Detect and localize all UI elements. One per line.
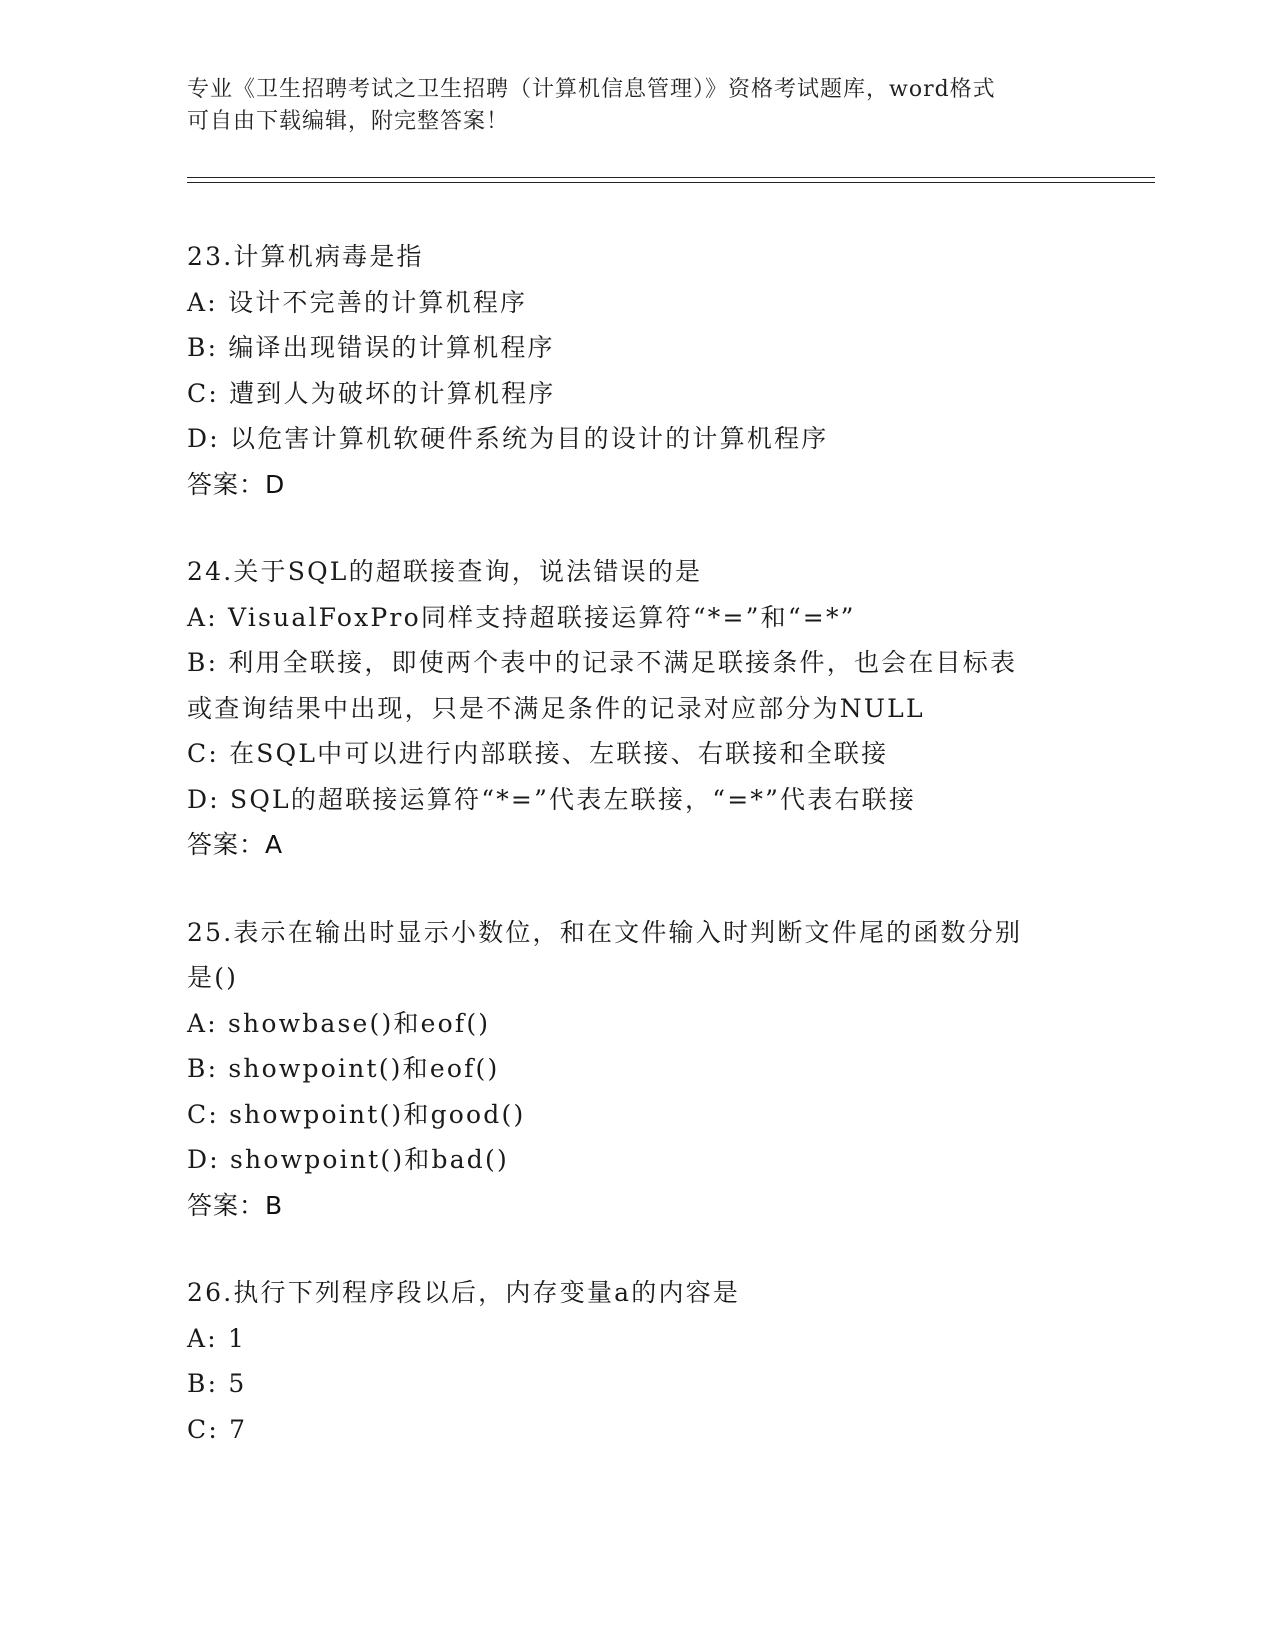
question-23 [187, 234, 1087, 507]
option-c: C: 在SQL中可以进行内部联接、左联接、右联接和全联接 [187, 739, 889, 768]
header-divider-bottom [187, 182, 1155, 183]
option-a: A: showbase()和eof() [187, 1008, 491, 1038]
option-b: B: 利用全联接，即使两个表中的记录不满足联接条件，也会在目标表 [187, 648, 1018, 677]
header-line-2: 可自由下载编辑，附完整答案！ [187, 109, 510, 134]
option-b-continued: 或查询结果中出现，只是不满足条件的记录对应部分为NULL [187, 693, 925, 723]
option-c: C: 遭到人为破坏的计算机程序 [187, 378, 556, 408]
question-list [187, 234, 1087, 1494]
option-d: D: showpoint()和bad() [187, 1145, 509, 1174]
option-a: A: VisualFoxPro同样支持超联接运算符“*=”和“=*” [187, 602, 856, 632]
question-24 [187, 549, 1087, 868]
question-25 [187, 910, 1087, 1229]
option-b: B: 5 [187, 1369, 247, 1398]
option-a: A: 1 [187, 1323, 247, 1353]
option-c: C: showpoint()和good() [187, 1099, 526, 1129]
header-divider-top [187, 177, 1155, 178]
option-b: B: 编译出现错误的计算机程序 [187, 333, 555, 362]
question-stem: 25.表示在输出时显示小数位，和在文件输入时判断文件尾的函数分别 [187, 917, 1023, 947]
option-b: B: showpoint()和eof() [187, 1054, 500, 1083]
question-26 [187, 1270, 1087, 1452]
question-stem-continued: 是() [187, 963, 239, 992]
document-header [187, 74, 1067, 138]
option-c: C: 7 [187, 1414, 248, 1444]
question-stem: 24.关于SQL的超联接查询，说法错误的是 [187, 557, 703, 586]
option-d: D: SQL的超联接运算符“*=”代表左联接，“=*”代表右联接 [187, 784, 917, 814]
option-a: A: 设计不完善的计算机程序 [187, 287, 528, 317]
header-line-1: 专业《卫生招聘考试之卫生招聘（计算机信息管理）》资格考试题库，word格式 [187, 77, 996, 102]
answer-line: 答案：D [187, 469, 286, 499]
question-stem: 26.执行下列程序段以后，内存变量a的内容是 [187, 1278, 741, 1307]
question-stem: 23.计算机病毒是指 [187, 242, 424, 271]
option-d: D: 以危害计算机软硬件系统为目的设计的计算机程序 [187, 424, 829, 453]
answer-line: 答案：A [187, 830, 284, 859]
answer-line: 答案：B [187, 1190, 284, 1220]
